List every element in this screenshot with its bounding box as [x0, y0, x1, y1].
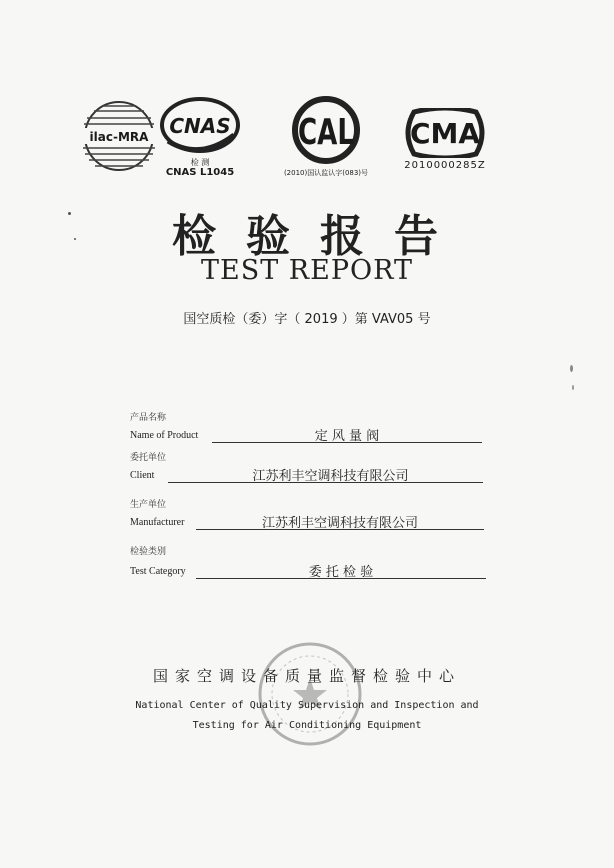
manufacturer-label-en: Manufacturer	[130, 517, 185, 528]
cnas-mark-icon	[158, 95, 242, 159]
cal-mark-icon	[282, 96, 370, 166]
ilac-mra-logo	[78, 98, 160, 178]
product-label-en: Name of Product	[130, 430, 199, 441]
cnas-code: CNAS L1045	[165, 167, 235, 178]
client-value: 江苏利丰空调科技有限公司	[252, 469, 409, 484]
cma-number: 2010000285Z	[404, 160, 486, 171]
cnas-logo	[158, 95, 242, 179]
cal-logo-text: CAL	[298, 112, 354, 153]
organization-name-cn: 国家空调设备质量监督检验中心	[152, 667, 461, 685]
manufacturer-label-cn: 生产单位	[130, 500, 167, 510]
cma-logo-text: CMA	[409, 117, 481, 150]
report-title-english: TEST REPORT	[200, 255, 413, 286]
cma-mark-icon	[400, 108, 490, 158]
scan-speck	[74, 238, 76, 240]
category-label-cn: 检验类别	[130, 547, 167, 557]
scan-speck	[570, 365, 573, 372]
product-value: 定 风 量 阀	[314, 429, 380, 444]
official-seal-stamp	[256, 640, 364, 748]
category-label-en: Test Category	[130, 566, 186, 577]
cma-logo	[400, 108, 490, 178]
product-label-cn: 产品名称	[130, 413, 167, 423]
ilac-logo-text: ilac-MRA	[89, 130, 149, 144]
report-number: 国空质检（委）字（ 2019 ）第 VAV05 号	[183, 312, 431, 327]
organization-name-en-line1: National Center of Quality Supervision and Inspection and	[135, 700, 479, 711]
cal-caption: (2010)国认监认字(083)号	[283, 169, 369, 177]
client-label-en: Client	[130, 470, 155, 481]
client-label-cn: 委托单位	[130, 453, 167, 463]
organization-name-en-line2: Testing for Air Conditioning Equipment	[192, 720, 422, 731]
cnas-logo-text: CNAS	[169, 114, 231, 138]
cnas-sub-label: 检 测	[190, 158, 210, 167]
report-title-chinese: 检验报告	[172, 211, 468, 262]
scan-speck	[68, 212, 71, 215]
cal-logo	[282, 96, 370, 180]
manufacturer-value: 江苏利丰空调科技有限公司	[261, 516, 418, 531]
scan-speck	[572, 385, 574, 390]
ilac-globe-icon	[78, 98, 160, 178]
category-value: 委 托 检 验	[308, 565, 374, 580]
